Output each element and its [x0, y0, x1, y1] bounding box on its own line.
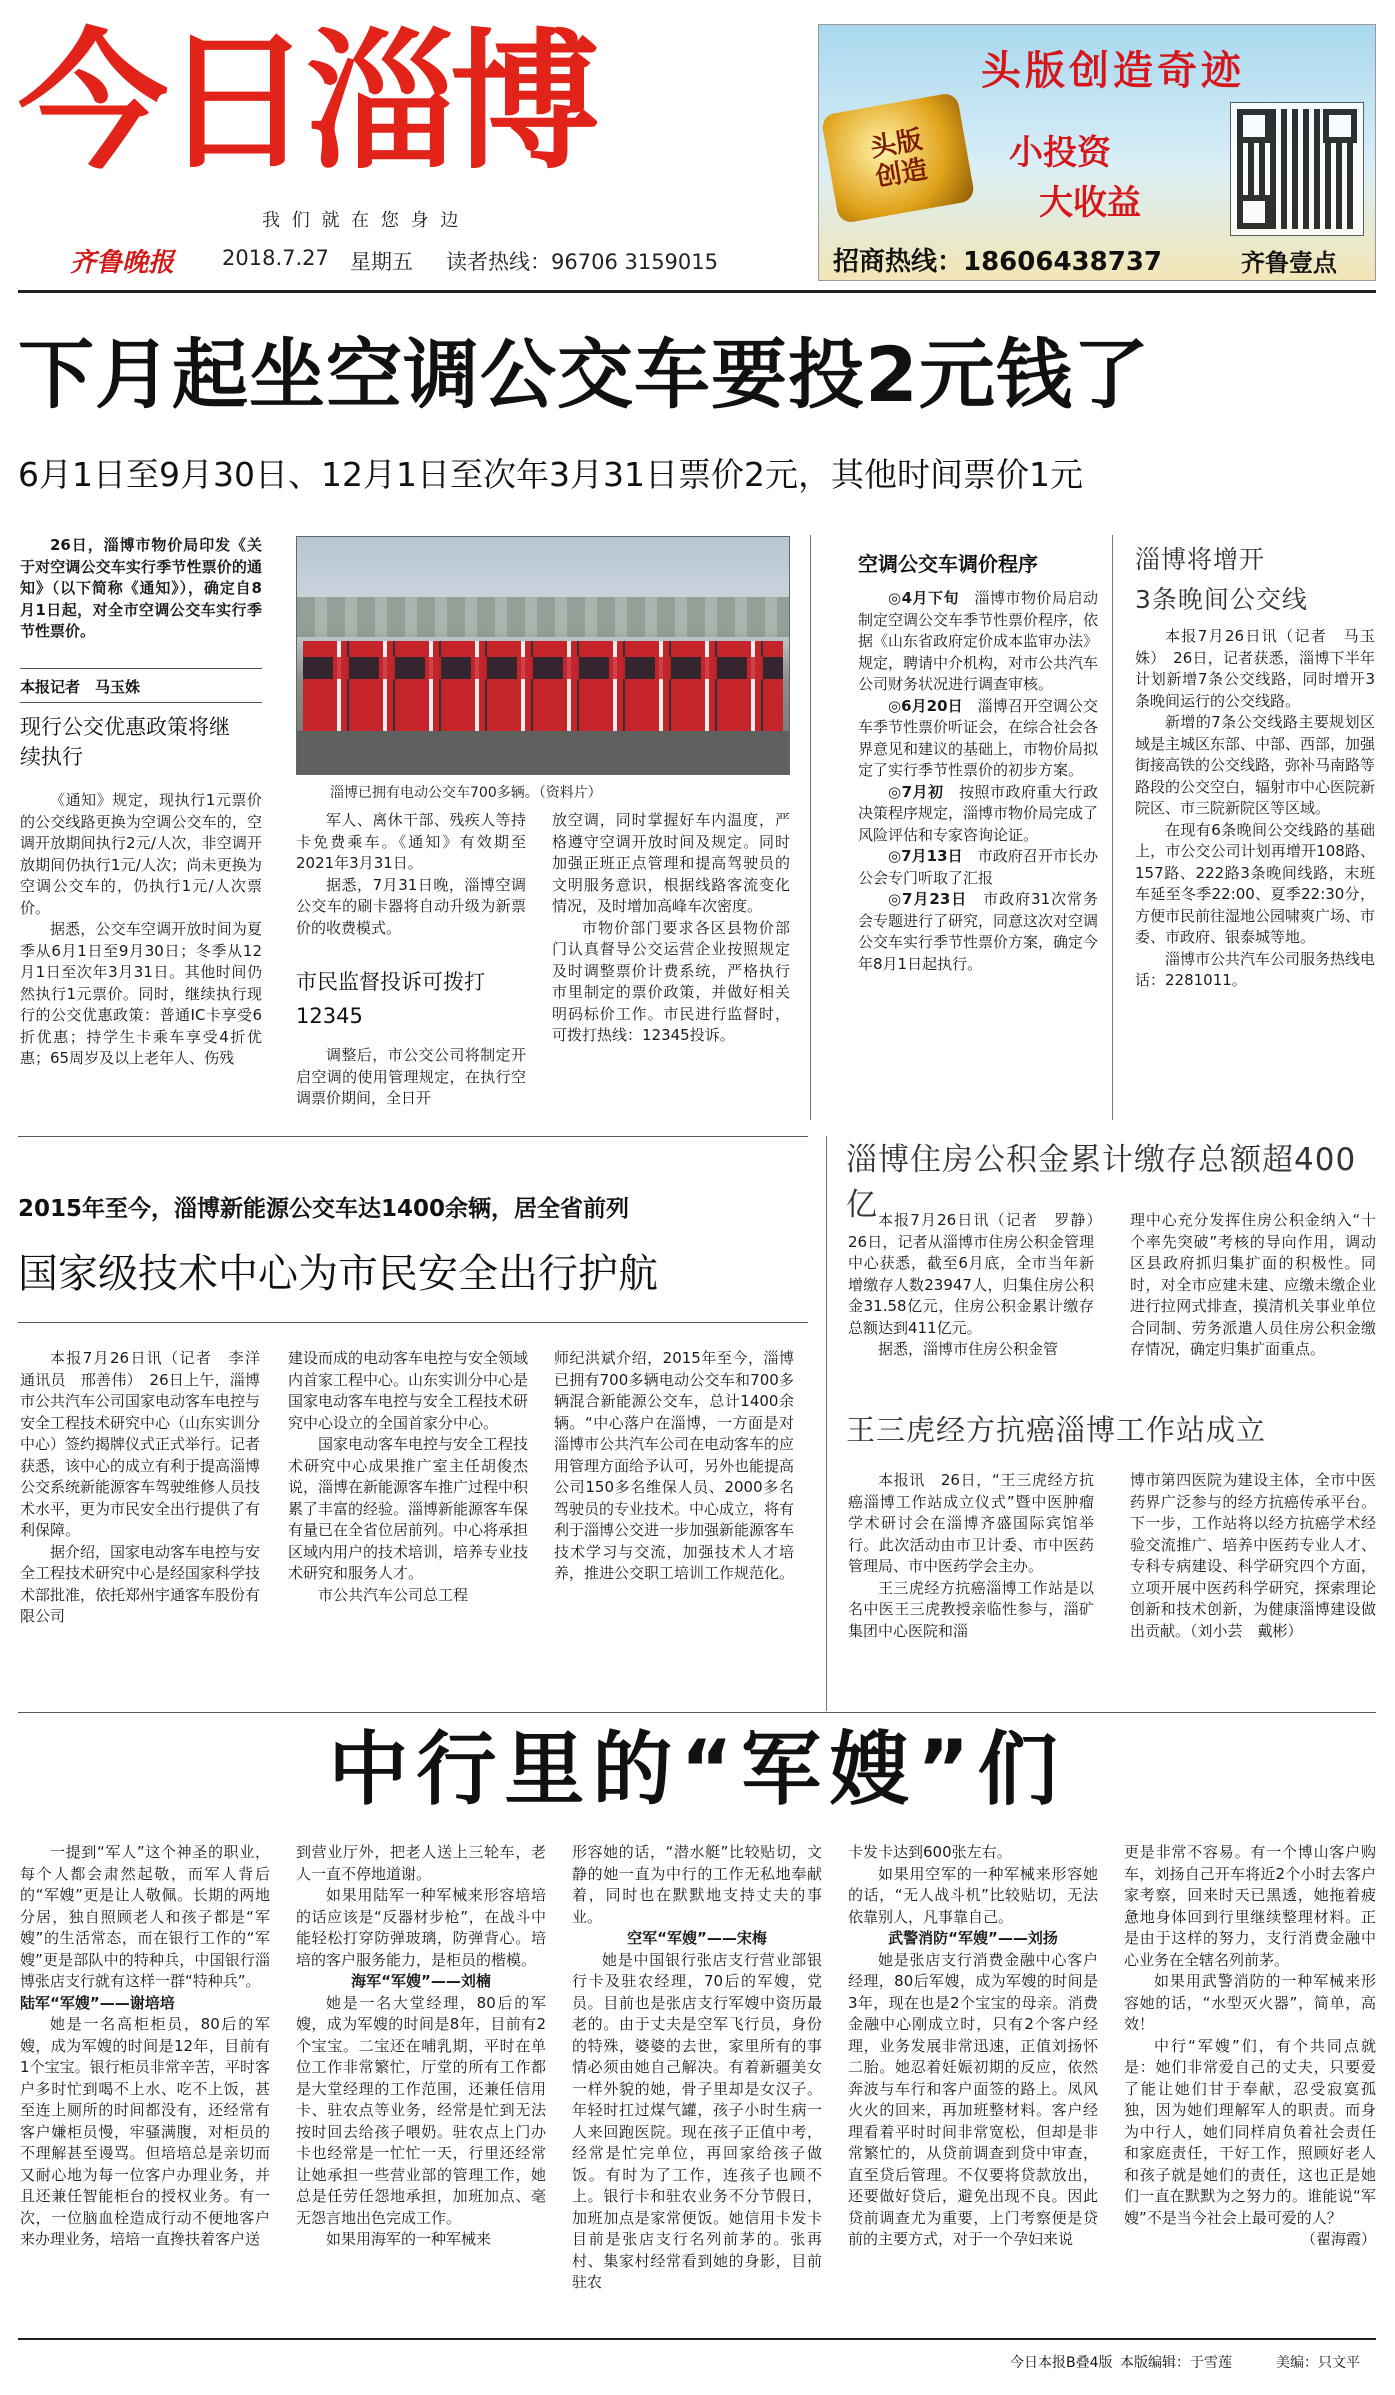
lead-subtitle: 6月1日至9月30日、12月1日至次年3月31日票价2元，其他时间票价1元 [18, 455, 1083, 494]
ev-top-rule [18, 1136, 808, 1137]
military-col-2: 到营业厅外，把老人送上三轮车，老人一直不停地道谢。 如果用陆军一种军械来形容培培的话应该是“反器材步枪”，在战斗中能轻松打穿防弹玻璃，防弹背心。培培的客户服务能力，是柜员的楷模。 海军“军嫂”——刘楠 她是一名大堂经理，80后的军嫂，成为军嫂的时间是8年，目前有2个宝宝。二宝还在哺乳期，平时在单位工作非常繁忙，厅堂的所有工作都是大堂经理的工作范围，还兼任信用卡、驻农点等业务，经常是忙到无法按时回去给孩子喂奶。驻农点上门办卡也经常是一忙忙一天，行里还经常让她承担一些营业部的管理工作，她总是任劳任怨地承担，加班加点、毫无怨言地出色完成工作。 如果用海军的一种军械来 [296, 1843, 546, 2248]
masthead-rule [18, 290, 1376, 293]
lead-col-2: 军人、离休干部、残疾人等持卡免费乘车。《通知》有效期至2021年3月31日。 据悉，7月31日晚，淄博空调公交车的刷卡器将自动升级为新票价的收费模式。 [296, 811, 526, 937]
military-top-rule [18, 1712, 1376, 1713]
ad-qr-code [1231, 103, 1363, 235]
divider-right-column [826, 1136, 827, 1711]
timeline-item: ◎6月20日 淄博召开空调公交车季节性票价听证会，在综合社会各界意见和建议的基础上，市物价局拟定了实行季节性票价的初步方案。 [858, 696, 1099, 779]
footer-rule [18, 2338, 1376, 2340]
ad-contact: 招商热线：18606438737 [833, 247, 1162, 277]
lead-col-2b: 调整后，市公交公司将制定开启空调的使用管理规定，在执行空调票价期间，全日开 [296, 1046, 526, 1107]
lead-byline: 本报记者 马玉姝 [20, 678, 141, 696]
bus-photo [296, 536, 790, 775]
ad-small-invest: 小投资 [1009, 133, 1111, 173]
fund-col-2: 理中心充分发挥住房公积金纳入“十个率先突破”考核的导向作用，调动区县政府抓归集扩面的积极性。同时，对全市应建未建、应缴未缴企业进行拉网式排查，摸清机关事业单位合同制、劳务派遣人员住房公积金缴存情况，确定归集扩面重点。 [1130, 1211, 1376, 1358]
workstation-col-1: 本报讯 26日，“王三虎经方抗癌淄博工作站成立仪式”暨中医肿瘤学术研讨会在淄博齐盛国际宾馆举行。此次活动由市卫计委、市中医药管理局、市中医药学会主办。 王三虎经方抗癌淄博工作站是以名中医王三虎教授亲临性参与，淄矿集团中心医院和淄 [848, 1471, 1094, 1640]
timeline-list [858, 588, 1098, 1038]
divider-timeline [810, 535, 811, 1120]
timeline-item: ◎7月23日 市政府31次常务会专题进行了研究，同意这次对空调公交车实行季节性票价方案，确定今年8月1日起执行。 [858, 890, 1099, 973]
paper-name-logo: 齐鲁晚报 [70, 248, 175, 278]
lead-col-3: 放空调，同时掌握好车内温度，严格遵守空调开放时间及规定。同时加强正班正点管理和提高驾驶员的文明服务意识，根据线路客流变化情况，及时增加高峰车次密度。 市物价部门要求各区县物价部门认真督导公交运营企业按照规定及时调整票价计费系统，严格执行市里制定的票价政策，并做好相关明码标价工作。市民进行监督时，可拨打热线：12345投诉。 [552, 811, 790, 1044]
military-col-3: 形容她的话，“潜水艇”比较贴切，文静的她一直为中行的工作无私地奉献着，同时也在默默地支持丈夫的事业。 空军“军嫂”——宋梅 她是中国银行张店支行营业部银行卡及驻农经理，70后的军嫂，党员。目前也是张店支行军嫂中资历最老的。由于丈夫是空军飞行员，身份的特殊，婆婆的去世，家里所有的事情必须由她自己解决。有着新疆美女一样外貌的她，骨子里却是女汉子。年轻时扛过煤气罐，孩子小时生病一人来回跑医院。现在孩子正值中考，经常是忙完单位，再回家给孩子做饭。有时为了工作，连孩子也顾不上。银行卡和驻农业务不分节假日，加班加点是家常便饭。她信用卡发卡目前是张店支行名列前茅的。张再村、集家村经常看到她的身影，目前驻农 [572, 1843, 822, 2291]
timeline-title: 空调公交车调价程序 [858, 552, 1038, 576]
ad-big-return: 大收益 [1039, 183, 1141, 223]
military-col-1: 一提到“军人”这个神圣的职业，每个人都会肃然起敬，而军人背后的“军嫂”更是让人敬佩。长期的两地分居，独自照顾老人和孩子都是“军嫂”的生活常态，而在银行工作的“军嫂”更是部队中的特种兵，中国银行淄博张店支行就有这样一群“特种兵”。 陆军“军嫂”——谢培培 她是一名高柜柜员，80后的军嫂，成为军嫂的时间是12年，目前有1个宝宝。银行柜员非常辛苦，平时客户多时忙到喝不上水、吃不上饭，甚至连上厕所的时间都没有，还经常有客户嫌柜员慢，牢骚满腹，对柜员的不理解甚至谩骂。但培培总是亲切而又耐心地为每一位客户办理业务，并且还兼任智能柜台的授权业务。有一次，一位脑血栓造成行动不便地客户来办理业务，培培一直搀扶着客户送 [20, 1843, 270, 2248]
lead-title: 下月起坐空调公交车要投2元钱了 [18, 330, 1150, 419]
timeline-item: ◎7月初 按照市政府重大行政决策程序规定，淄博市物价局完成了风险评估和专家咨询论证。 [858, 782, 1099, 844]
intro-rule [20, 668, 262, 669]
workstation-col-2: 博市第四医院为建设主体，全市中医药界广泛参与的经方抗癌传承平台。下一步，工作站将以经方抗癌学术经验交流推广、培养中医药专业人才、专科专病建设、科学研究四个方面，立项开展中医药科学研究，探索理论创新和技术创新，为健康淄博建设做出贡献。（刘小芸 戴彬） [1130, 1471, 1376, 1640]
ev-col-1: 本报7月26日讯（记者 李洋 通讯员 邢善伟） 26日上午，淄博市公共汽车公司国家电动客车电控与安全工程技术研究中心（山东实训分中心）签约揭牌仪式正式举行。记者获悉，该中心的成立有利于提高淄博公交系统新能源客车驾驶维修人员技术水平，更为市民安全出行提供了有利保障。 据介绍，国家电动客车电控与安全工程技术研究中心是经国家科学技术部批准，依托郑州宇通客车股份有限公司 [20, 1349, 276, 1625]
fund-col-1: 本报7月26日讯（记者 罗静） 26日，记者从淄博市住房公积金管理中心获悉，截至6月底，全市当年新增缴存人数23947人，归集住房公积金31.58亿元，住房公积金累计缴存总额达到411亿元。 据悉，淄博市住房公积金管 [848, 1211, 1110, 1358]
fund-title: 淄博住房公积金累计缴存总额超400亿 [846, 1142, 1357, 1223]
night-bus-title-2: 3条晚间公交线 [1135, 585, 1308, 614]
masthead-logo: 今日淄博 [18, 16, 595, 190]
section-title-current-policy: 现行公交优惠政策将继续执行 [20, 715, 230, 769]
byline-rule [20, 702, 262, 703]
lead-col-1: 《通知》规定，现执行1元票价的公交线路更换为空调公交车的，空调开放期间执行2元/人次，非空调开放期间仍执行1元/人次；尚未更换为空调公交车的，仍执行1元/人次票价。 据悉，公交车空调开放时间为夏季从6月1日至9月30日；冬季从12月1日至次年3月31日。其他时间仍然执行1元票价。同时，继续执行现行的公交优惠政策：普通IC卡享受6折优惠；持学生卡乘车享受4折优惠；65周岁及以上老年人、伤残 [20, 791, 262, 1067]
night-bus-body: 本报7月26日讯（记者 马玉姝） 26日，记者获悉，淄博下半年计划新增7条公交线路，同时增开3条晚间运行的公交线路。 新增的7条公交线路主要规划区域是主城区东部、中部、西部，加强街接高铁的公交线路，弥补马南路等路段的公交空白，辐射市中心医院新院区、市三院新院区等区域。 在现有6条晚间公交线路的基础上，市公交公司计划再增开108路、157路、222路3条晚间线路，末班车延至冬季22:00、夏季22:30分，方便市民前往湿地公园啸爽广场、市委、市政府、银泰城等地。 淄博市公共汽车公司服务热线电话：2281011。 [1135, 627, 1376, 989]
divider-night-bus [1112, 535, 1113, 1120]
ad-gold-text: 头版 创造 [868, 124, 930, 194]
workstation-title: 王三虎经方抗癌淄博工作站成立 [846, 1413, 1267, 1447]
timeline-item: ◎7月13日 市政府召开市长办公会专门听取了汇报 [858, 847, 1098, 887]
military-title: 中行里的“军嫂”们 [328, 1723, 1066, 1816]
issue-weekday: 星期五 [350, 250, 413, 274]
lead-intro: 26日，淄博市物价局印发《关于对空调公交车实行季节性票价的通知》（以下简称《通知》），确定自8月1日起，对全市空调公交车实行季节性票价。 [20, 536, 262, 640]
ev-title: 国家级技术中心为市民安全出行护航 [18, 1251, 658, 1297]
night-bus-title-1: 淄博将增开 [1135, 545, 1266, 574]
footer-editor: 本版编辑：于雪莲 [1120, 2355, 1232, 2371]
ev-col-3: 师纪洪斌介绍，2015年至今，淄博已拥有700多辆电动公交车和700多辆混合新能源公交车，总计1400余辆。“中心落户在淄博，一方面是对淄博市公共汽车公司在电动客车的应用管理方面给予认可，另外也能提高公司150多名维保人员、2000多名驾驶员的专业技术。中心成立，将有利于淄博公交进一步加强新能源客车技术学习与交流，加强技术人才培养，推进公交职工培训工作规范化。 [554, 1349, 795, 1582]
footer-page-label: 今日本报B叠4版 [1010, 2355, 1113, 2371]
reader-hotline: 读者热线：96706 3159015 [446, 250, 719, 274]
issue-date: 2018.7.27 [222, 246, 329, 270]
section-title-complaint: 市民监督投诉可拨打12345 [296, 970, 485, 1028]
ev-title-rule [18, 1322, 808, 1323]
ad-headline: 头版创造奇迹 [981, 48, 1245, 94]
military-col-5: 更是非常不容易。有一个博山客户购车，刘扬自己开车将近2个小时去客户家考察，回来时天已黑透，她拖着疲惫地身体回到行里继续整理材料。正是由于这样的努力，支行消费金融中心业务在全辖名列前茅。 如果用武警消防的一种军械来形容她的话，“水型灭火器”，简单，高效！ 中行“军嫂”们，有个共同点就是：她们非常爱自己的丈夫，只要爱了能让她们甘于奉献，忍受寂寞孤独，因为她们理解军人的职责。而身为中行人，她们同样肩负着社会责任和家庭责任，干好工作，照顾好老人和孩子就是她们的责任，这也正是她们一直在默默为之努力的。谁能说“军嫂”不是当今社会上最可爱的人？ （翟海霞） [1124, 1843, 1376, 2248]
ad-banner[interactable] [818, 24, 1376, 281]
photo-caption: 淄博已拥有电动公交车700多辆。（资料片） [330, 785, 602, 801]
ev-kicker: 2015年至今，淄博新能源公交车达1400余辆，居全省前列 [18, 1196, 630, 1222]
ev-col-2: 建设而成的电动客车电控与安全领域内首家工程中心。山东实训分中心是国家电动客车电控与安全工程技术研究中心设立的全国首家分中心。 国家电动客车电控与安全工程技术研究中心成果推广室主任胡俊杰说，淄博在新能源客车推广过程中积累了丰富的经验。淄博新能源客车保有量已在全省位居前列。中心将承担区域内用户的技术培训，培养专业技术研究和服务人才。 市公共汽车公司总工程 [288, 1349, 529, 1604]
masthead-slogan: 我 们 就 在 您 身 边 [262, 210, 462, 231]
timeline-item: ◎4月下旬 淄博市物价局启动制定空调公交车季节性票价程序，依据《山东省政府定价成本监审办法》规定，聘请中介机构，对市公共汽车公司财务状况进行调查审核。 [858, 589, 1099, 693]
military-col-4: 卡发卡达到600张左右。 如果用空军的一种军械来形容她的话，“无人战斗机”比较贴切，无法依靠别人，凡事靠自己。 武警消防“军嫂”——刘扬 她是张店支行消费金融中心客户经理，80后军嫂，成为军嫂的时间是3年，现在也是2个宝宝的母亲。消费金融中心刚成立时，只有2个客户经理，业务发展非常迅速，正值刘扬怀二胎。她忍着妊娠初期的反应，依然奔波与车行和客户面签的路上。凤风火火的回来，再加班整材料。客户经理看着平时时间非常宽松，但却是非常繁忙的，从贷前调查到贷中审查，直至贷后管理。不仅要将贷款放出，还要做好贷后，避免出现不良。因此贷前调查尤为重要，上门考察便是贷前的主要方式，对于一个孕妇来说 [848, 1843, 1098, 2248]
footer-designer: 美编：只文平 [1276, 2355, 1360, 2371]
ad-brand: 齐鲁壹点 [1241, 249, 1337, 277]
